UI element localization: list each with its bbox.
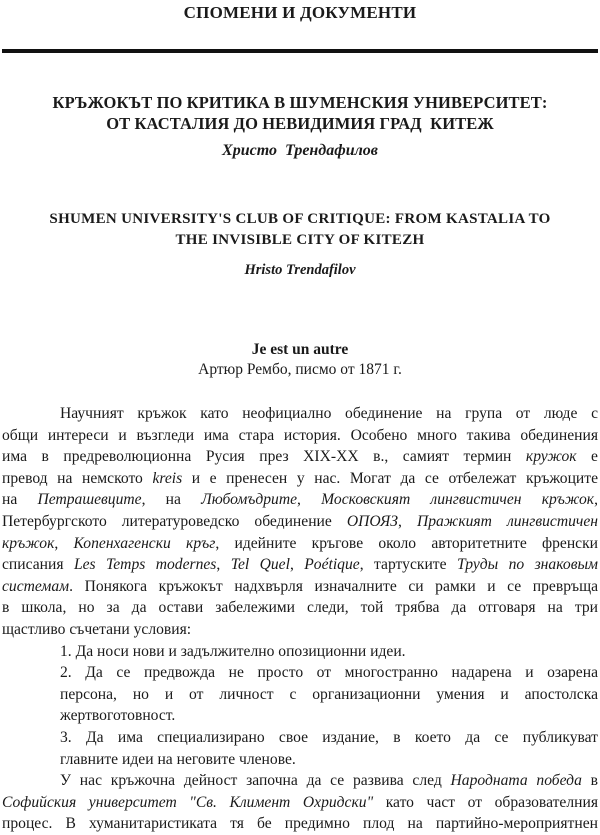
list-item-line (2, 684, 598, 706)
text: списания (2, 556, 74, 574)
body-line (2, 425, 598, 447)
body-line (2, 770, 598, 792)
text: и е пренесен у нас. Могат да се отбележат кръжоците (182, 469, 598, 487)
text: като част от образователния (373, 793, 598, 811)
text: , (54, 534, 74, 552)
text: в (581, 772, 599, 790)
text: 2. Да се предвожда не просто от многостранно надарена и озарена (60, 664, 598, 682)
body-line (2, 446, 598, 468)
list-item-line (2, 705, 598, 727)
body-line (2, 813, 598, 835)
italic-text: Les Temps modernes (73, 556, 217, 574)
article-title-bg (0, 92, 600, 134)
text: , (594, 491, 598, 509)
text: . Понякога кръжокът надхвърля изначалните си рамки и се превръща (69, 577, 598, 595)
list-item-line (2, 662, 598, 684)
text: , (216, 556, 231, 574)
body-line (2, 533, 598, 555)
text: на (2, 491, 38, 509)
text: главните идеи на неговите членове. (60, 750, 296, 768)
title-bg-line-2: ОТ КАСТАЛИЯ ДО НЕВИДИМИЯ ГРАД КИТЕЖ (106, 114, 494, 133)
author-bg: Христо Трендафилов (222, 142, 378, 159)
epigraph-quote: Je est un autre (251, 341, 349, 358)
italic-text: системам (2, 577, 70, 595)
list-item-line (2, 727, 598, 749)
article-body (2, 403, 598, 835)
title-en-line-1: SHUMEN UNIVERSITY'S CLUB OF CRITIQUE: FROM KASTALIA TO (49, 211, 551, 227)
body-line (2, 597, 598, 619)
body-line (2, 403, 598, 425)
list-item-line (2, 641, 598, 663)
epigraph (0, 340, 600, 380)
text: , (289, 556, 305, 574)
text: персона, но и от личност с организационни умения и апостолска (60, 685, 598, 703)
italic-text: ОПОЯЗ (346, 512, 399, 530)
title-bg-line-1: КРЪЖОКЪТ ПО КРИТИКА В ШУМЕНСКИЯ УНИВЕРСИТЕТ: (52, 93, 548, 112)
italic-text: Петрашевците (37, 491, 142, 509)
text: общи интереси и възгледи има стара история. Особено много такива обединения (2, 426, 598, 444)
article-title-en (0, 209, 600, 251)
italic-text: Московският лингвистичен кръжок (321, 491, 595, 509)
italic-text: кръжок (2, 534, 55, 552)
text: има в предреволюционна Русия през XIX-XX в., самият термин (2, 448, 526, 466)
title-en-line-2: THE INVISIBLE CITY OF KITEZH (175, 232, 425, 248)
text: е (576, 448, 598, 466)
italic-text: kreis (152, 469, 183, 487)
body-line (2, 576, 598, 598)
text: 1. Да носи нови и задължително опозиционни идеи. (60, 642, 406, 660)
epigraph-source: Артюр Рембо, писмо от 1871 г. (198, 361, 402, 378)
body-line (2, 554, 598, 576)
italic-text: Пражкият лингвистичен (416, 512, 599, 530)
body-line (2, 792, 598, 814)
text: жертвоготовност. (60, 707, 176, 725)
text: щастливо съчетани условия: (2, 620, 192, 638)
text: , тартуските (359, 556, 457, 574)
italic-text: Tel Quel (230, 556, 290, 574)
body-line (2, 468, 598, 490)
text: Научният кръжок като неофициално обединение на група от люде с (60, 405, 598, 422)
italic-text: Софийския университет "Св. Климент Охридски" (2, 793, 374, 811)
body-line (2, 619, 598, 641)
italic-text: Народната победа (450, 772, 582, 790)
header-rule (2, 49, 598, 53)
list-item-line (2, 749, 598, 771)
body-line (2, 489, 598, 511)
italic-text: Poétique (304, 556, 360, 574)
text: , идейните кръгове около авторитетните френски (215, 534, 599, 552)
section-header: СПОМЕНИ И ДОКУМЕНТИ (183, 3, 417, 22)
text: , (297, 491, 322, 509)
text: , на (141, 491, 202, 509)
text: процес. В хуманитаристиката тя бе предимно плод на партийно-мероприятнен (2, 815, 598, 833)
italic-text: Любомъдрите (201, 491, 298, 509)
text: Петербургското литературоведско обединение (2, 512, 347, 530)
text: У нас кръжочна дейност започна да се развива след (60, 772, 451, 790)
author-en: Hristo Trendafilov (244, 262, 356, 278)
text: , (398, 512, 417, 530)
text: превод на немското (2, 469, 153, 487)
text: в школа, но за да остави забележими следи, той трябва да отговаря на три (2, 599, 598, 617)
italic-text: кружок (525, 448, 577, 466)
body-line (2, 511, 598, 533)
italic-text: Копенхагенски кръг (73, 534, 216, 552)
italic-text: Труды по знаковым (456, 556, 598, 574)
text: 3. Да има специализирано свое издание, в което да се публикуват (60, 728, 598, 746)
